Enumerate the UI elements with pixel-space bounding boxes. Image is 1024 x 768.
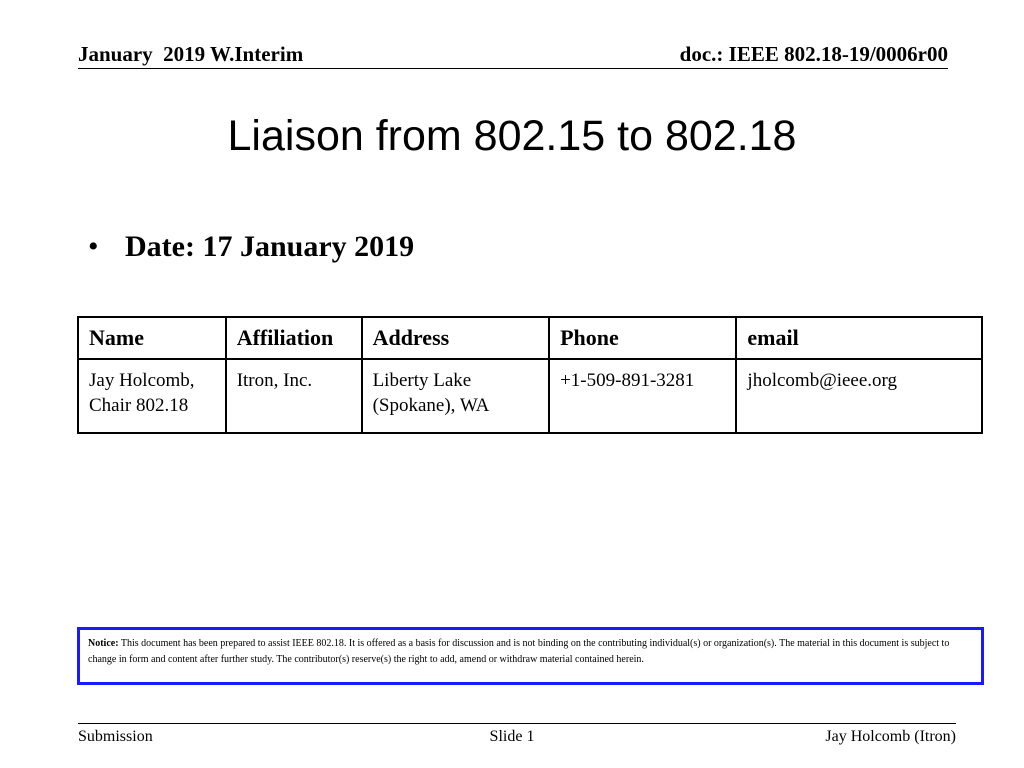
name-line-2: Chair 802.18 [89,395,189,416]
cell-name [78,359,226,433]
slide-header [78,40,948,69]
footer-divider [78,723,956,724]
cell-phone: +1-509-891-3281 [549,359,736,433]
footer-author: Jay Holcomb (Itron) [825,728,956,745]
cell-address [362,359,550,433]
name-line-1: Jay Holcomb, [89,370,195,391]
notice-box [77,627,984,685]
date-text: Date: 17 January 2019 [125,230,415,263]
footer-slide-number: Slide 1 [489,728,535,745]
table-header-row [78,317,982,359]
slide-title: Liaison from 802.15 to 802.18 [227,112,797,160]
notice-text: This document has been prepared to assist IEEE 802.18. It is offered as a basis for discussion and is not binding on the contributing individual(s) or organization(s). The material in this document is subject to change in form and content after further study. The contributor(s) reserve(s) the right to add, amend or withdraw material contained herein. [88,638,950,665]
table-row [78,359,982,433]
address-line-2: (Spokane), WA [372,395,490,416]
footer-submission: Submission [78,728,153,745]
column-header-address: Address [362,317,550,359]
bullet-icon: • [88,230,99,263]
cell-email: jholcomb@ieee.org [736,359,982,433]
column-header-affiliation: Affiliation [226,317,362,359]
column-header-phone: Phone [549,317,736,359]
column-header-email: email [736,317,982,359]
address-line-1: Liberty Lake [372,370,472,391]
header-date-venue: January 2019 W.Interim [78,42,304,66]
date-bullet [88,230,414,264]
notice-label: Notice: [88,638,119,649]
header-doc-number: doc.: IEEE 802.18-19/0006r00 [679,42,948,66]
contact-table [77,316,983,434]
cell-affiliation: Itron, Inc. [226,359,362,433]
column-header-name: Name [78,317,226,359]
